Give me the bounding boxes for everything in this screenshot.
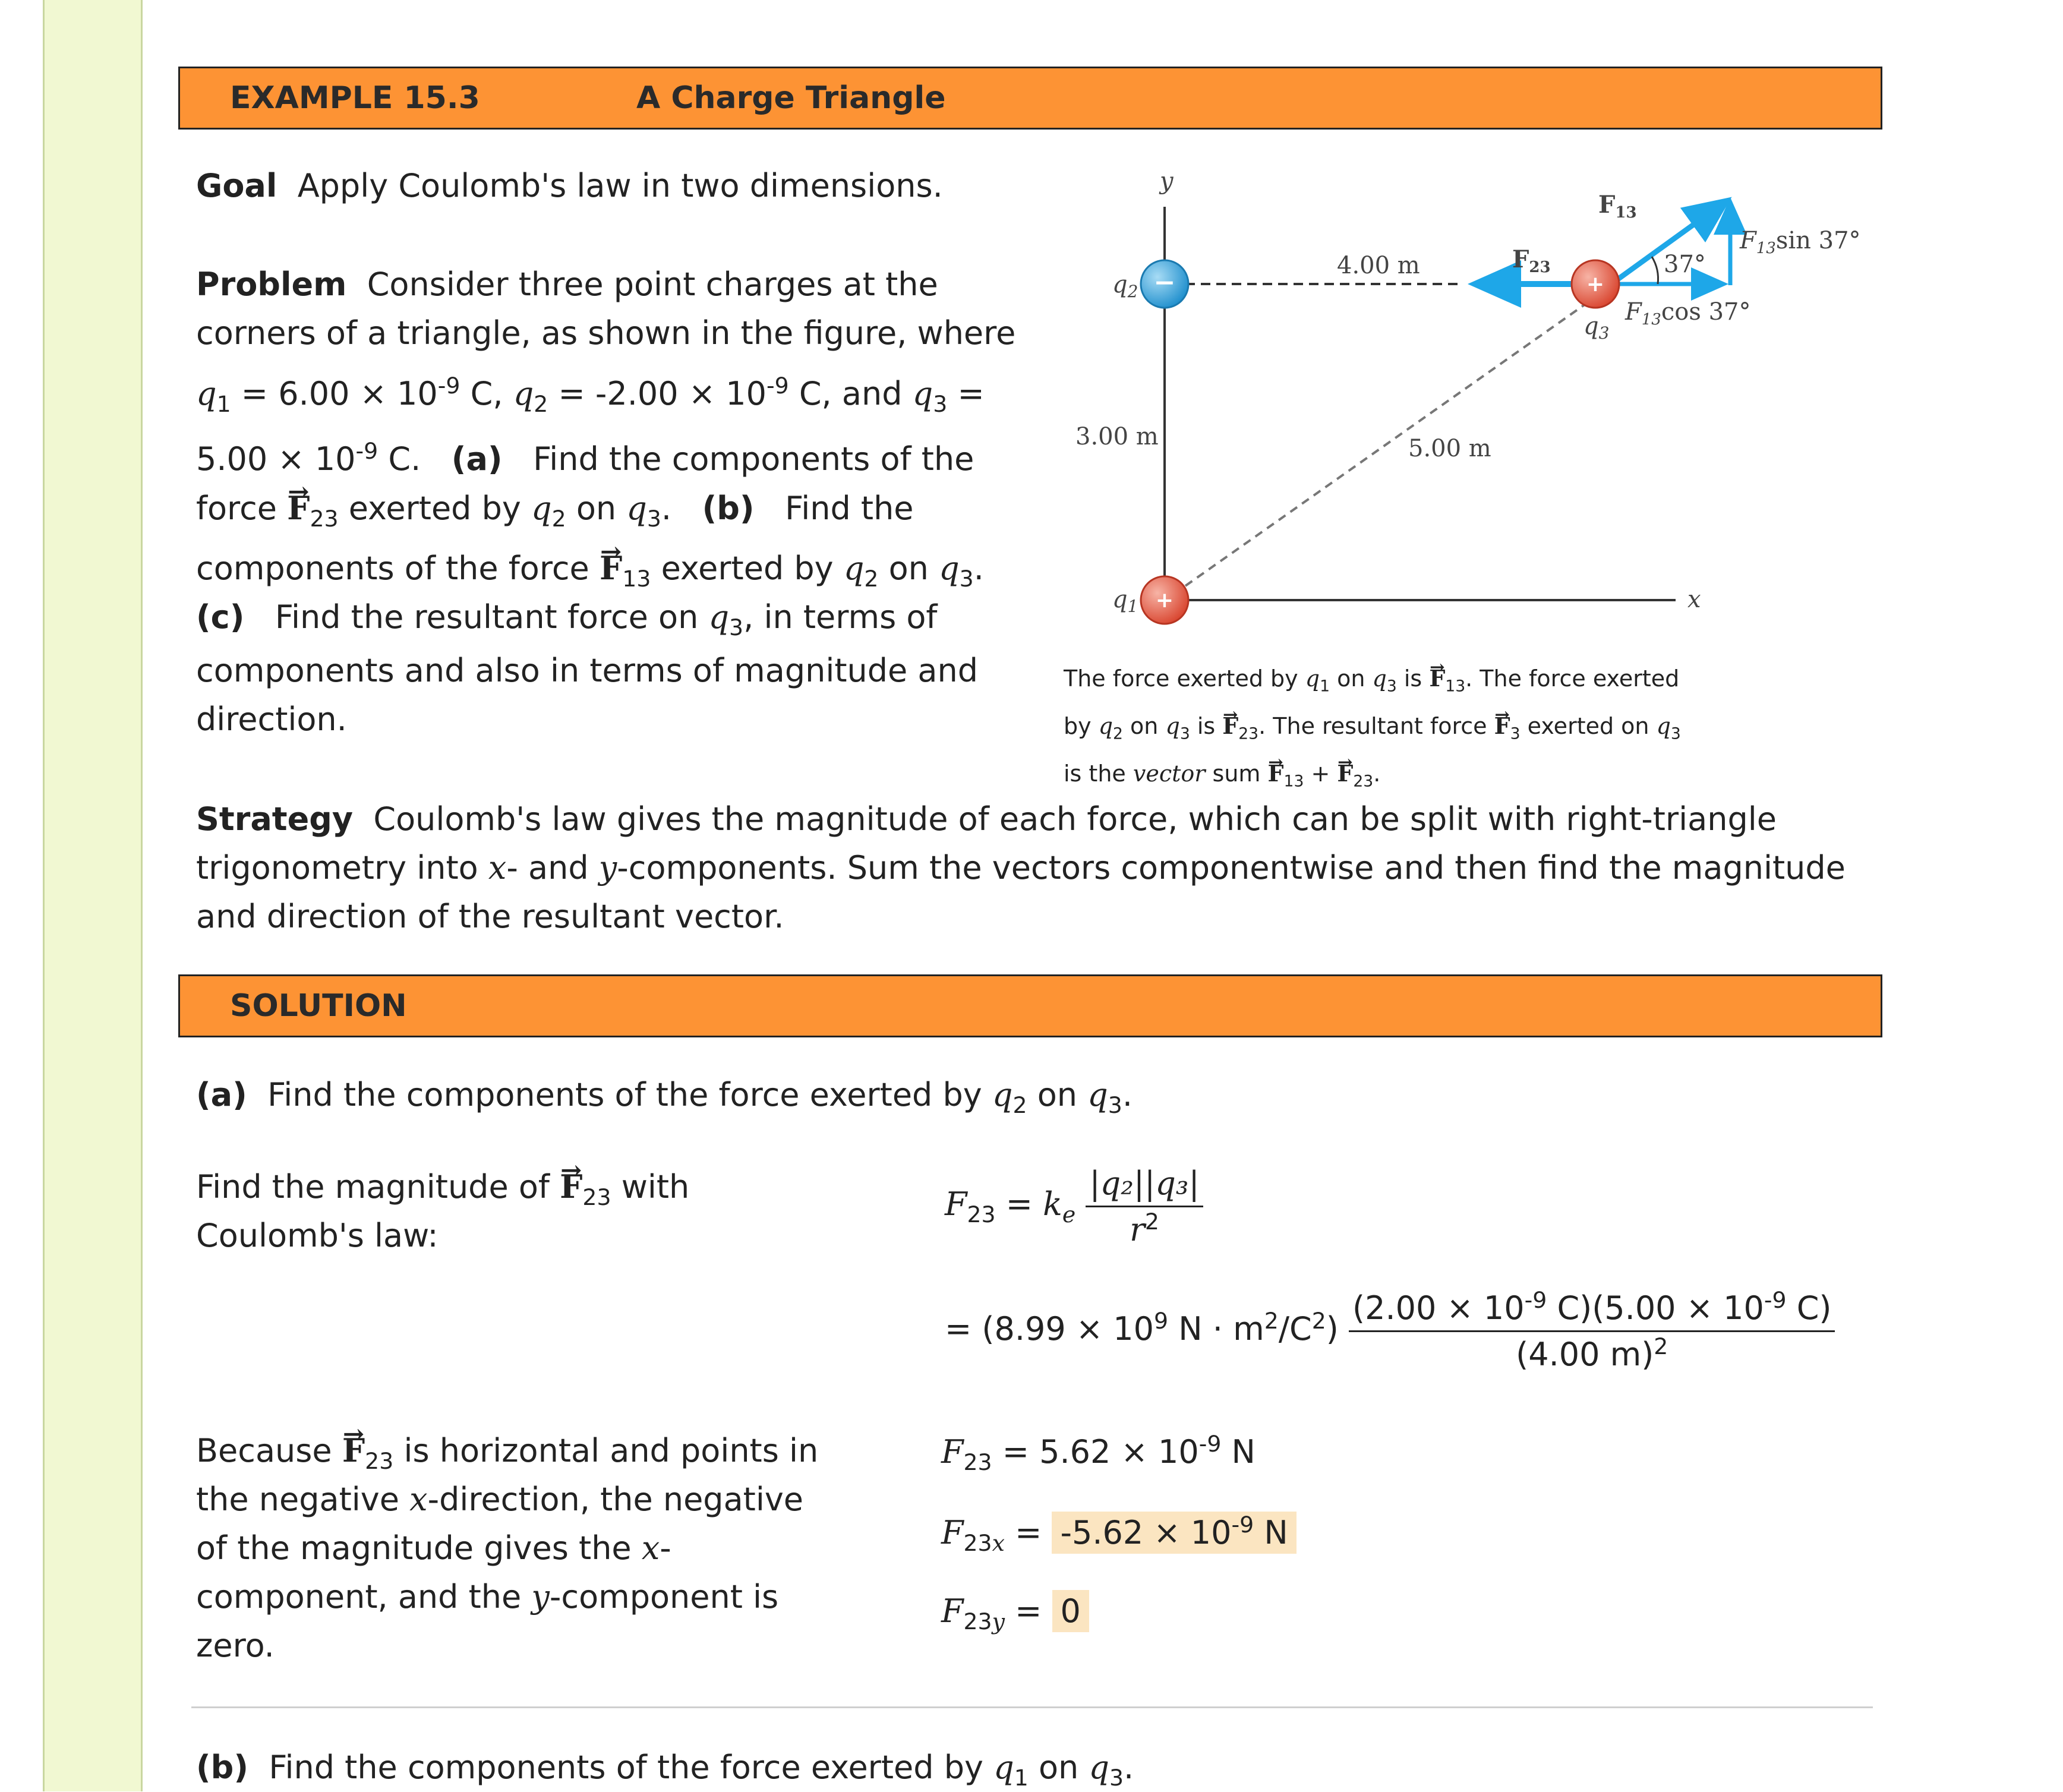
- problem-block: [196, 260, 1040, 744]
- goal-text: Apply Coulomb's law in two dimensions.: [297, 167, 943, 204]
- example-title: A Charge Triangle: [636, 80, 946, 116]
- substitution-fraction: $\frac{(2.00 \times 10^{-9} C)(5.00 \times 10^{-9} C)}{(4.00 m)^2}$: [1349, 1289, 1835, 1373]
- solution-banner: [178, 974, 1882, 1037]
- example-banner: [178, 67, 1882, 130]
- problem-line-3: $q_1 = 6.00 \times 10^{-9}$ C, $q_2 = -2.00 \times 10^{-9}$ C, and $q_3$ =: [196, 373, 985, 417]
- distance-left: 3.00 m: [1075, 423, 1159, 450]
- y-axis-label: y: [1160, 168, 1174, 195]
- problem-line-5: force → $F_{23}$ exerted by $q_2$ on $q_3$. (b) Find the: [196, 484, 1040, 533]
- solution-part-b: (b) Find the components of the force exerted by $q_1$ on $q_3$.: [196, 1749, 1134, 1791]
- problem-line-4: $5.00 \times 10^{-9}$ C. (a) Find the components of the: [196, 438, 974, 478]
- dashed-diagonal: [1185, 297, 1595, 586]
- angle-arc: [1652, 257, 1658, 284]
- caption-line-1: The force exerted by $q_1$ on $q_3$ is → $F_{13}$. The force exerted: [1064, 655, 1836, 702]
- strategy-block: [196, 795, 1872, 941]
- label-f13: $F_{13}$: [1598, 191, 1637, 222]
- goal-line: [196, 162, 943, 210]
- problem-line-1: Problem Consider three point charges at the: [196, 266, 938, 303]
- result-f23x: $F_{23x} = -5.62 \times 10^{-9}$ N: [941, 1514, 1297, 1551]
- result-f23y-value: 0: [1052, 1590, 1089, 1632]
- caption-line-2: by $q_2$ on $q_3$ is → $F_{23}$. The resultant force → $F_3$ exerted on $q_3$: [1064, 702, 1836, 750]
- problem-line-9: direction.: [196, 701, 347, 738]
- charge-q3-sign: +: [1586, 272, 1605, 296]
- strategy-line-1: Strategy Coulomb's law gives the magnitude of each force, which can be split with right-triangle: [196, 800, 1777, 838]
- problem-line-7: (c) Find the resultant force on $q_3$, in terms of: [196, 598, 938, 641]
- section-divider: [191, 1706, 1873, 1708]
- page-margin: [0, 0, 43, 1791]
- label-q2: $q_2$: [1112, 271, 1138, 301]
- strategy-line-2: trigonometry into x- and y-components. Sum the vectors componentwise and then find the magnitude: [196, 849, 1846, 886]
- equation-substitution: = ($8.99 \times 10^9$ $N \cdot m^2/C^2$) $\frac{(2.00 \times 10^{-9} C)(5.00 \times 10^{-9} C)}{(4.00 m)^2}$: [945, 1289, 1835, 1373]
- figure-caption: [1064, 655, 1836, 797]
- label-f13-cos: $F_{13}\cos$ 37°: [1625, 298, 1751, 329]
- angle-label: 37°: [1664, 251, 1706, 278]
- x-axis-label: x: [1687, 586, 1701, 613]
- problem-line-6: components of the force → $F_{13}$ exerted by $q_2$ on $q_3$.: [196, 544, 1040, 593]
- result-f23y: $F_{23y} = 0$: [941, 1592, 1089, 1630]
- solution-part-a: (a) Find the components of the force exerted by $q_2$ on $q_3$.: [196, 1076, 1133, 1118]
- distance-diag: 5.00 m: [1408, 435, 1491, 462]
- charge-triangle-figure: [1058, 160, 1878, 648]
- strategy-line-3: and direction of the resultant vector.: [196, 898, 784, 935]
- solution-title: SOLUTION: [230, 988, 407, 1024]
- example-number: EXAMPLE 15.3: [230, 80, 480, 116]
- step-1-text: Find the magnitude of → $F_{23}$ with Coulomb's law:: [196, 1162, 790, 1260]
- label-f23: $F_{23}$: [1512, 245, 1551, 276]
- equation-coulomb: $F_{23} = k_e$ $\frac{\text{|q₂||q₃|}}{r^2}$: [945, 1165, 1203, 1248]
- result-f23: $F_{23} = 5.62 \times 10^{-9}$ N: [941, 1431, 1256, 1475]
- step-2-text: Because → $F_{23}$ is horizontal and points in the negative x-direction, the negative of the magnitude gives the x- component, and the y-component is zero.: [196, 1426, 879, 1670]
- distance-top: 4.00 m: [1337, 252, 1420, 279]
- charge-q2-sign: −: [1153, 267, 1176, 298]
- problem-line-8: components and also in terms of magnitude and: [196, 652, 978, 689]
- goal-label: Goal: [196, 167, 277, 204]
- label-q3: $q_3$: [1583, 313, 1610, 343]
- label-f13-sin: $F_{13}\sin$ 37°: [1740, 227, 1861, 257]
- problem-line-2: corners of a triangle, as shown in the figure, where: [196, 314, 1016, 352]
- caption-line-3: is the vector sum → $F_{13}$ + → $F_{23}$.: [1064, 750, 1836, 797]
- result-f23x-value: $-5.62 \times 10^{-9}$ N: [1052, 1512, 1296, 1554]
- coulomb-fraction: $\frac{\text{|q₂||q₃|}}{r^2}$: [1086, 1165, 1203, 1248]
- label-q1: $q_1$: [1112, 586, 1138, 616]
- charge-q1-sign: +: [1155, 588, 1174, 613]
- side-band: [43, 0, 143, 1791]
